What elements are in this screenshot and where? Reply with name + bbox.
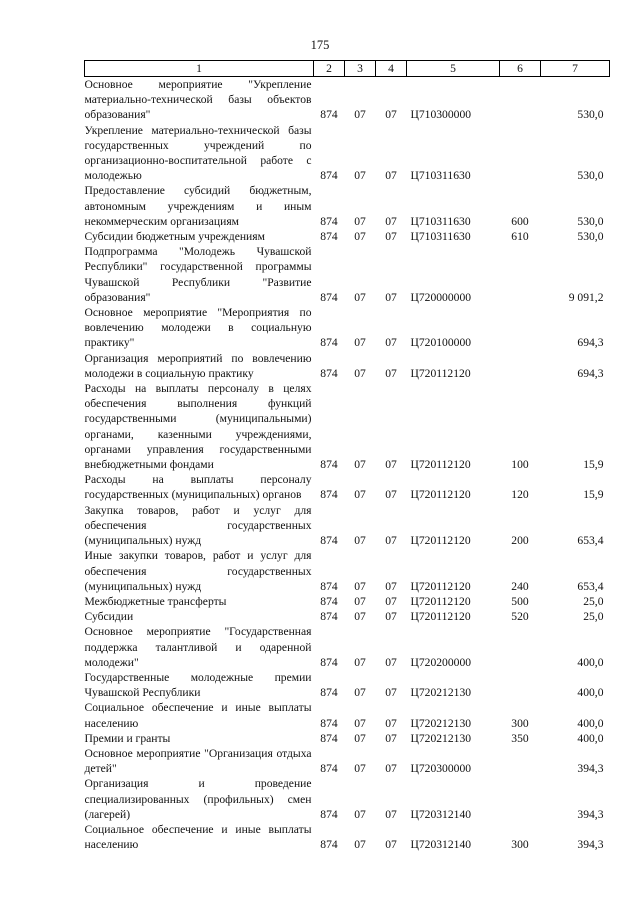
row-name: Основное мероприятие "Мероприятия по вовлечению молодежи в социальную практику" <box>84 306 312 350</box>
row-amount: 530,0 <box>577 230 604 244</box>
row-expense-type <box>500 123 541 184</box>
row-name: Укрепление материально-технической базы государственных учреждений по организационно-воспитательной работе с молодежью <box>84 123 312 183</box>
header-col-3: 3 <box>345 61 376 77</box>
row-subsection: 07 <box>385 214 397 228</box>
row-name: Расходы на выплаты персоналу государственных (муниципальных) органов <box>84 473 312 502</box>
row-chapter: 874 <box>320 336 338 350</box>
row-expense-type: 500 <box>511 594 529 608</box>
row-name: Социальное обеспечение и иные выплаты населению <box>84 822 312 852</box>
row-name: Основное мероприятие "Государственная поддержка талантливой и одаренной молодежи" <box>84 625 312 669</box>
table-row <box>85 77 610 123</box>
row-name: Социальное обеспечение и иные выплаты населению <box>84 701 312 730</box>
row-chapter: 874 <box>320 655 338 669</box>
row-chapter: 874 <box>320 366 338 380</box>
row-expense-type: 610 <box>511 230 529 244</box>
row-chapter: 874 <box>320 838 338 852</box>
row-amount: 394,3 <box>577 807 604 821</box>
table-row <box>85 123 610 184</box>
row-chapter: 874 <box>320 458 338 472</box>
row-subsection: 07 <box>385 108 397 122</box>
table-row <box>85 731 610 746</box>
row-amount: 25,0 <box>583 594 604 608</box>
row-subsection: 07 <box>385 610 397 624</box>
row-target-code: Ц720112120 <box>410 366 471 380</box>
row-name: Основное мероприятие "Организация отдыха детей" <box>84 746 312 776</box>
row-expense-type <box>500 305 541 351</box>
row-section: 07 <box>354 762 366 776</box>
row-chapter: 874 <box>320 716 338 730</box>
row-target-code: Ц710311630 <box>410 169 471 183</box>
row-chapter: 874 <box>320 169 338 183</box>
row-target-code: Ц720312140 <box>410 838 472 852</box>
row-amount: 653,4 <box>577 579 604 593</box>
row-expense-type: 100 <box>511 458 529 472</box>
row-chapter: 874 <box>320 594 338 608</box>
row-subsection: 07 <box>385 838 397 852</box>
header-col-2: 2 <box>314 61 345 77</box>
row-amount: 394,3 <box>577 762 604 776</box>
table-row <box>85 776 610 822</box>
row-name: Закупка товаров, работ и услуг для обеспечения государственных (муниципальных) нужд <box>84 503 312 548</box>
row-target-code: Ц720212130 <box>410 716 472 730</box>
row-target-code: Ц720312140 <box>410 807 472 821</box>
row-chapter: 874 <box>320 686 338 700</box>
row-subsection: 07 <box>385 230 397 244</box>
budget-table <box>84 60 610 852</box>
table-row <box>85 305 610 351</box>
row-section: 07 <box>354 290 366 304</box>
row-chapter: 874 <box>320 731 338 745</box>
row-amount: 394,3 <box>577 838 604 852</box>
header-col-5: 5 <box>407 61 500 77</box>
row-name: Иные закупки товаров, работ и услуг для обеспечения государственных (муниципальных) нужд <box>84 549 312 593</box>
row-expense-type <box>500 746 541 776</box>
row-section: 07 <box>354 214 366 228</box>
row-amount: 694,3 <box>577 336 604 350</box>
header-col-6: 6 <box>500 61 541 77</box>
table-row <box>85 548 610 594</box>
row-expense-type <box>500 351 541 381</box>
row-subsection: 07 <box>385 458 397 472</box>
row-target-code: Ц720112120 <box>410 534 471 548</box>
row-section: 07 <box>354 169 366 183</box>
row-name: Предоставление субсидий бюджетным, автономным учреждениям и иным некоммерческим организациям <box>84 184 312 228</box>
row-chapter: 874 <box>320 534 338 548</box>
row-expense-type: 350 <box>511 731 529 745</box>
row-amount: 400,0 <box>577 731 604 745</box>
row-amount: 9 091,2 <box>568 290 604 304</box>
header-col-4: 4 <box>376 61 407 77</box>
header-col-7: 7 <box>541 61 610 77</box>
row-name: Премии и гранты <box>84 731 171 745</box>
row-subsection: 07 <box>385 290 397 304</box>
row-target-code: Ц720112120 <box>410 610 471 624</box>
row-section: 07 <box>354 108 366 122</box>
row-target-code: Ц710311630 <box>410 230 471 244</box>
row-subsection: 07 <box>385 731 397 745</box>
row-chapter: 874 <box>320 762 338 776</box>
row-expense-type <box>500 670 541 700</box>
row-chapter: 874 <box>320 807 338 821</box>
row-section: 07 <box>354 230 366 244</box>
row-target-code: Ц720200000 <box>410 655 472 669</box>
table-row <box>85 351 610 381</box>
row-subsection: 07 <box>385 488 397 502</box>
row-name: Организация мероприятий по вовлечению молодежи в социальную практику <box>84 351 312 380</box>
row-subsection: 07 <box>385 686 397 700</box>
row-expense-type: 520 <box>511 610 529 624</box>
row-chapter: 874 <box>320 579 338 593</box>
page-number: 175 <box>310 38 330 52</box>
row-subsection: 07 <box>385 655 397 669</box>
header-col-1: 1 <box>85 61 314 77</box>
row-section: 07 <box>354 731 366 745</box>
row-section: 07 <box>354 458 366 472</box>
table-row <box>85 700 610 730</box>
row-target-code: Ц720112120 <box>410 594 471 608</box>
row-name: Субсидии <box>84 610 134 624</box>
row-name: Государственные молодежные премии Чувашской Республики <box>84 670 312 700</box>
row-section: 07 <box>354 807 366 821</box>
row-section: 07 <box>354 336 366 350</box>
row-target-code: Ц720100000 <box>410 336 472 350</box>
row-expense-type: 300 <box>511 838 529 852</box>
row-target-code: Ц720212130 <box>410 686 472 700</box>
row-target-code: Ц720112120 <box>410 488 471 502</box>
row-subsection: 07 <box>385 716 397 730</box>
table-row <box>85 670 610 700</box>
row-expense-type <box>500 776 541 822</box>
row-subsection: 07 <box>385 579 397 593</box>
row-name: Подпрограмма "Молодежь Чувашской Республики" государственной программы Чувашской Республики "Развитие образования" <box>84 245 312 304</box>
row-amount: 694,3 <box>577 366 604 380</box>
row-target-code: Ц710311630 <box>410 214 471 228</box>
row-subsection: 07 <box>385 762 397 776</box>
row-section: 07 <box>354 579 366 593</box>
table-row <box>85 624 610 670</box>
row-expense-type: 300 <box>511 716 529 730</box>
table-row <box>85 746 610 776</box>
table-row <box>85 594 610 609</box>
row-target-code: Ц720112120 <box>410 458 471 472</box>
row-amount: 530,0 <box>577 169 604 183</box>
row-chapter: 874 <box>320 610 338 624</box>
row-amount: 400,0 <box>577 655 604 669</box>
row-target-code: Ц720000000 <box>410 290 472 304</box>
row-expense-type: 200 <box>511 534 529 548</box>
row-chapter: 874 <box>320 290 338 304</box>
row-chapter: 874 <box>320 488 338 502</box>
table-row <box>85 503 610 549</box>
row-chapter: 874 <box>320 214 338 228</box>
row-target-code: Ц720212130 <box>410 731 472 745</box>
row-subsection: 07 <box>385 807 397 821</box>
row-amount: 15,9 <box>583 488 604 502</box>
row-section: 07 <box>354 686 366 700</box>
row-amount: 400,0 <box>577 686 604 700</box>
row-section: 07 <box>354 655 366 669</box>
table-row <box>85 609 610 624</box>
row-subsection: 07 <box>385 366 397 380</box>
row-target-code: Ц720112120 <box>410 579 471 593</box>
row-section: 07 <box>354 838 366 852</box>
row-expense-type <box>500 244 541 305</box>
row-amount: 15,9 <box>583 458 604 472</box>
table-row <box>85 229 610 244</box>
row-name: Расходы на выплаты персоналу в целях обеспечения выполнения функций государственными (муниципальными) органами, казенными учреждениями, органами управления государственными внебюджетными фондами <box>84 382 312 472</box>
table-row <box>85 244 610 305</box>
row-section: 07 <box>354 534 366 548</box>
row-expense-type: 600 <box>511 214 529 228</box>
row-amount: 653,4 <box>577 534 604 548</box>
table-row <box>85 381 610 472</box>
row-expense-type <box>500 624 541 670</box>
row-section: 07 <box>354 716 366 730</box>
header-row <box>85 61 610 77</box>
row-section: 07 <box>354 610 366 624</box>
row-amount: 25,0 <box>583 610 604 624</box>
row-amount: 530,0 <box>577 214 604 228</box>
row-section: 07 <box>354 488 366 502</box>
table-row <box>85 472 610 502</box>
row-subsection: 07 <box>385 336 397 350</box>
row-expense-type: 120 <box>511 488 529 502</box>
row-section: 07 <box>354 366 366 380</box>
row-amount: 530,0 <box>577 108 604 122</box>
row-chapter: 874 <box>320 108 338 122</box>
row-expense-type: 240 <box>511 579 529 593</box>
row-chapter: 874 <box>320 230 338 244</box>
row-expense-type <box>500 77 541 123</box>
row-amount: 400,0 <box>577 716 604 730</box>
table-row <box>85 822 610 852</box>
row-name: Субсидии бюджетным учреждениям <box>84 230 265 244</box>
row-subsection: 07 <box>385 594 397 608</box>
row-name: Основное мероприятие "Укрепление материально-технической базы объектов образования" <box>84 78 312 122</box>
row-name: Организация и проведение специализированных (профильных) смен (лагерей) <box>84 777 312 821</box>
row-target-code: Ц710300000 <box>410 108 472 122</box>
row-name: Межбюджетные трансферты <box>84 594 227 608</box>
row-subsection: 07 <box>385 169 397 183</box>
row-target-code: Ц720300000 <box>410 762 472 776</box>
row-subsection: 07 <box>385 534 397 548</box>
table-row <box>85 183 610 229</box>
row-section: 07 <box>354 594 366 608</box>
